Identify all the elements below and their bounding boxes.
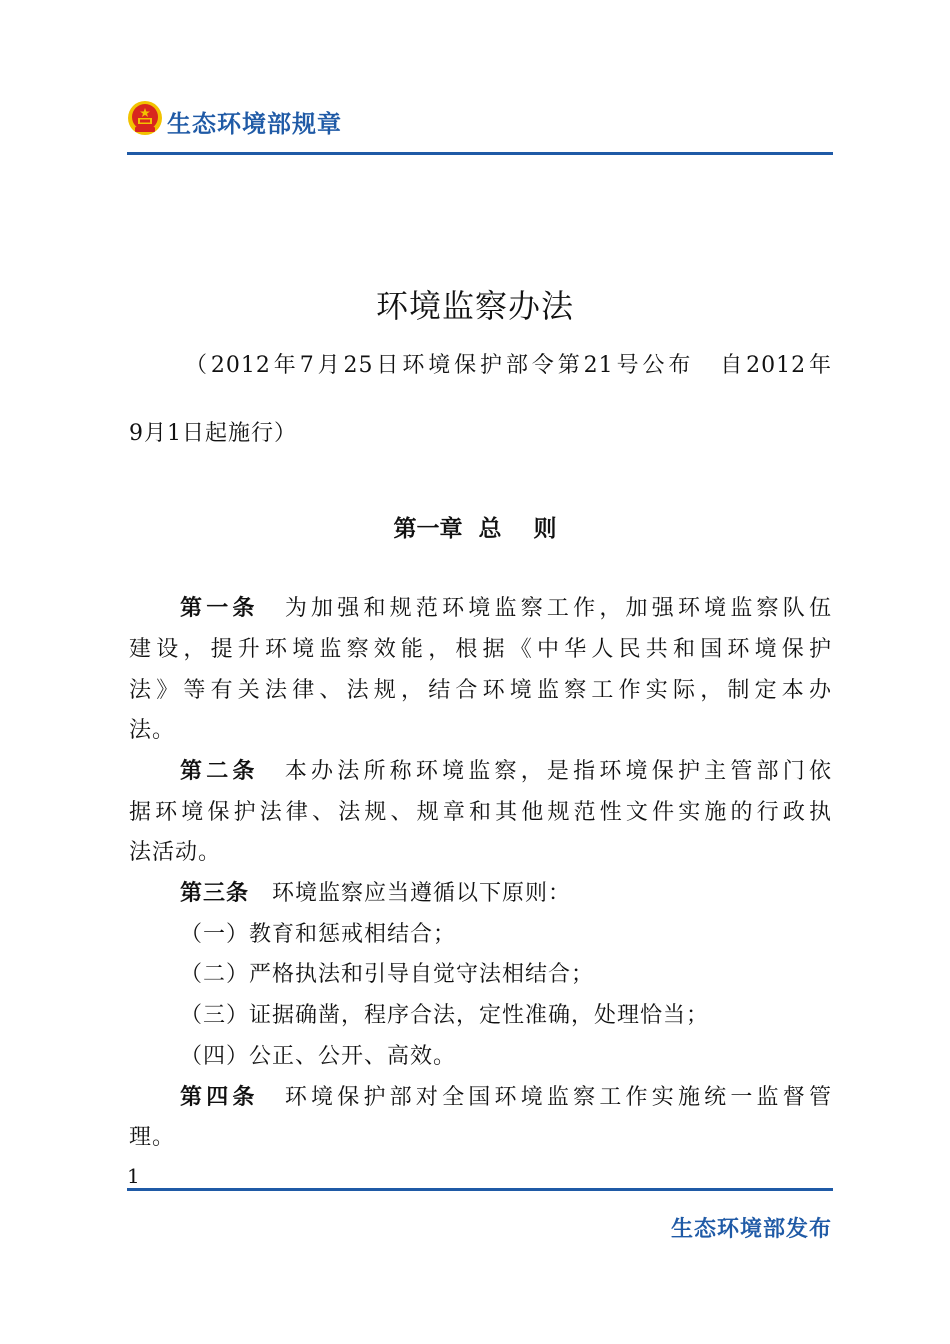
article-text: 环境监察应当遵循以下原则：: [272, 881, 572, 906]
article-label: 第四条: [180, 1085, 259, 1110]
article-label: 第一条: [180, 596, 259, 621]
chapter-heading: 第一章 总 则: [393, 516, 557, 542]
article-text: 据环境保护法律、法规、规章和其他规范性文件实施的行政执: [129, 800, 832, 825]
page-number: 1: [127, 1164, 140, 1188]
header-title: 生态环境部规章: [167, 110, 342, 138]
article-text: 本办法所称环境监察，是指环境保护主管部门依: [284, 759, 832, 784]
subtitle-line-1: （2012年7月25日环境保护部令第21号公布 自2012年: [185, 353, 832, 378]
article-text: 理。: [129, 1125, 176, 1150]
article-text: 为加强和规范环境监察工作，加强环境监察队伍: [284, 596, 832, 621]
footer-publisher: 生态环境部发布: [670, 1217, 832, 1242]
list-item: （二）严格执法和引导自觉守法相结合；: [180, 962, 595, 987]
footer-divider: [127, 1188, 833, 1191]
article-2-first-line: [180, 752, 832, 792]
article-text: 法活动。: [129, 840, 222, 865]
header-divider: [127, 152, 833, 155]
article-text: 法》等有关法律、法规，结合环境监察工作实际，制定本办: [129, 678, 832, 703]
article-label: 第三条: [180, 881, 250, 906]
list-item: （一）教育和惩戒相结合；: [180, 922, 457, 947]
article-text: 法。: [129, 718, 176, 743]
subtitle-line-2: 9月1日起施行）: [129, 421, 297, 446]
article-label: 第二条: [180, 759, 259, 784]
article-3-first-line: [180, 874, 832, 914]
article-1-first-line: [180, 589, 832, 629]
article-text: 环境保护部对全国环境监察工作实施统一监督管: [284, 1085, 832, 1110]
article-4-first-line: [180, 1078, 832, 1118]
document-title: 环境监察办法: [375, 287, 574, 325]
list-item: （四）公正、公开、高效。: [180, 1044, 457, 1069]
list-item: （三）证据确凿，程序合法，定性准确，处理恰当；: [180, 1003, 710, 1028]
national-emblem-icon: [127, 100, 163, 136]
article-text: 建设，提升环境监察效能，根据《中华人民共和国环境保护: [129, 637, 832, 662]
page-header: [127, 96, 833, 156]
